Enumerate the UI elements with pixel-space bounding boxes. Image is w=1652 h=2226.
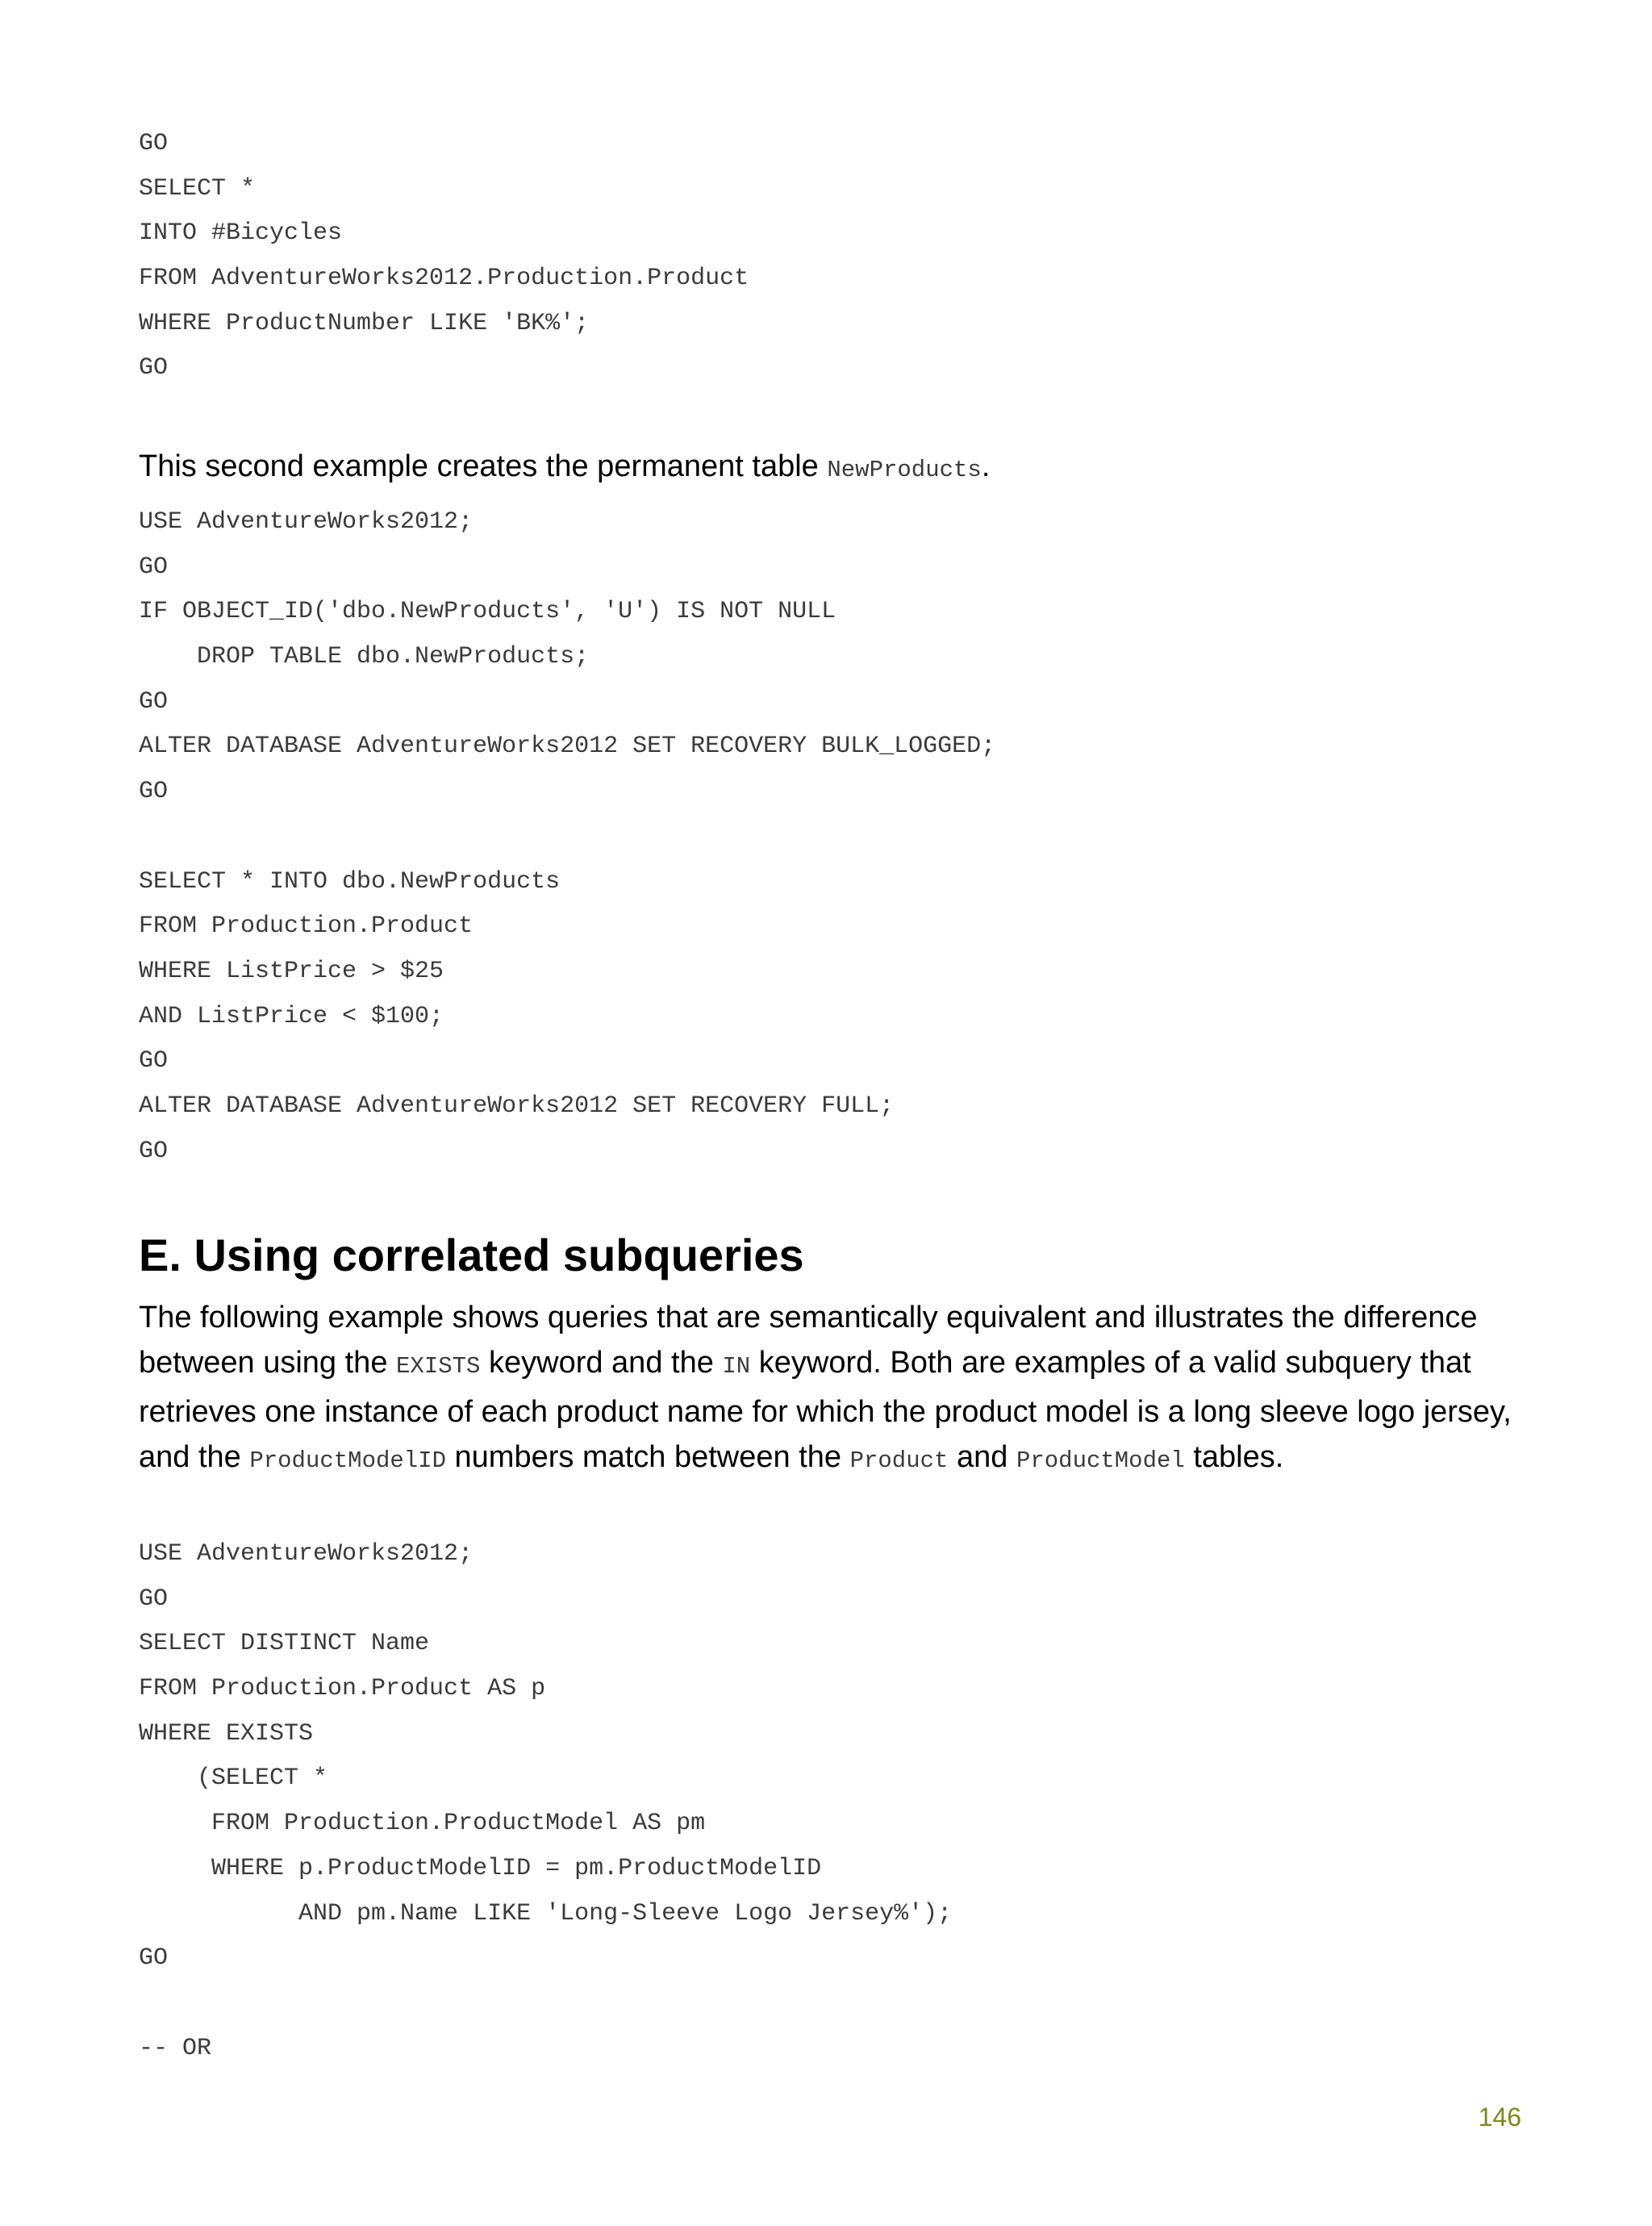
paragraph-text: .: [981, 449, 991, 483]
paragraph-text: The following example shows queries that are semantically equivalent and illustrates the difference between using the: [139, 1301, 1478, 1380]
code-line: WHERE ProductNumber LIKE 'BK%';: [139, 309, 590, 337]
code-line: INTO #Bicycles: [139, 219, 343, 248]
code-line: FROM Production.ProductModel AS pm: [139, 1810, 706, 1838]
code-line: AND pm.Name LIKE 'Long-Sleeve Logo Jersey%');: [139, 1899, 953, 1927]
code-line: USE AdventureWorks2012;: [139, 508, 473, 536]
paragraph-text: tables.: [1184, 1440, 1284, 1474]
code-line: SELECT * INTO dbo.NewProducts: [139, 867, 561, 896]
code-block-temp-table: [139, 122, 749, 391]
paragraph-text: keyword and the: [480, 1346, 723, 1380]
code-line: WHERE p.ProductModelID = pm.ProductModelID: [139, 1854, 822, 1882]
code-line: GO: [139, 1047, 169, 1075]
code-line: SELECT DISTINCT Name: [139, 1630, 430, 1658]
code-line: GO: [139, 1137, 169, 1165]
inline-code-productmodel: ProductModel: [1016, 1447, 1185, 1474]
code-line: FROM Production.Product: [139, 913, 473, 941]
code-line: GO: [139, 130, 169, 157]
paragraph-text: keyword. Both are examples of a valid subquery that retrieves one instance of each product name for which the product model is a long sleeve logo jersey, and the: [139, 1346, 1512, 1474]
paragraph-correlated-subqueries: [139, 1295, 1526, 1484]
code-line: GO: [139, 1585, 169, 1613]
inline-code-newproducts: NewProducts: [827, 457, 982, 483]
code-line: (SELECT *: [139, 1765, 328, 1793]
code-line: FROM Production.Product AS p: [139, 1675, 546, 1703]
inline-code-exists: EXISTS: [396, 1353, 481, 1380]
code-block-exists-query: [139, 1532, 952, 2071]
paragraph-text: This second example creates the permanent table: [139, 449, 828, 483]
inline-code-productmodelid: ProductModelID: [249, 1447, 446, 1474]
code-line: AND ListPrice < $100;: [139, 1002, 444, 1030]
code-line: -- OR: [139, 2034, 212, 2062]
code-line: ALTER DATABASE AdventureWorks2012 SET RECOVERY BULK_LOGGED;: [139, 733, 996, 761]
code-line: USE AdventureWorks2012;: [139, 1540, 473, 1568]
code-line: WHERE EXISTS: [139, 1719, 314, 1748]
paragraph-text: and: [948, 1440, 1016, 1474]
code-line: GO: [139, 354, 169, 382]
code-line: GO: [139, 1944, 169, 1973]
code-line: WHERE ListPrice > $25: [139, 957, 444, 985]
paragraph-permanent-table: [139, 444, 1526, 493]
paragraph-text: numbers match between the: [445, 1440, 850, 1474]
code-line: GO: [139, 553, 169, 581]
code-line: SELECT *: [139, 174, 256, 203]
code-line: GO: [139, 778, 169, 806]
page-number: 146: [1478, 2103, 1521, 2132]
inline-code-product: Product: [849, 1447, 949, 1474]
code-line: [139, 1982, 952, 2027]
code-block-new-products: [139, 500, 995, 1174]
code-line: GO: [139, 687, 169, 716]
section-heading: E. Using correlated subqueries: [139, 1230, 804, 1280]
code-line: [139, 815, 995, 860]
code-line: FROM AdventureWorks2012.Production.Product: [139, 265, 749, 293]
code-line: DROP TABLE dbo.NewProducts;: [139, 643, 590, 671]
inline-code-in: IN: [722, 1353, 751, 1380]
code-line: IF OBJECT_ID('dbo.NewProducts', 'U') IS NOT NULL: [139, 598, 836, 626]
code-line: ALTER DATABASE AdventureWorks2012 SET RECOVERY FULL;: [139, 1092, 895, 1120]
